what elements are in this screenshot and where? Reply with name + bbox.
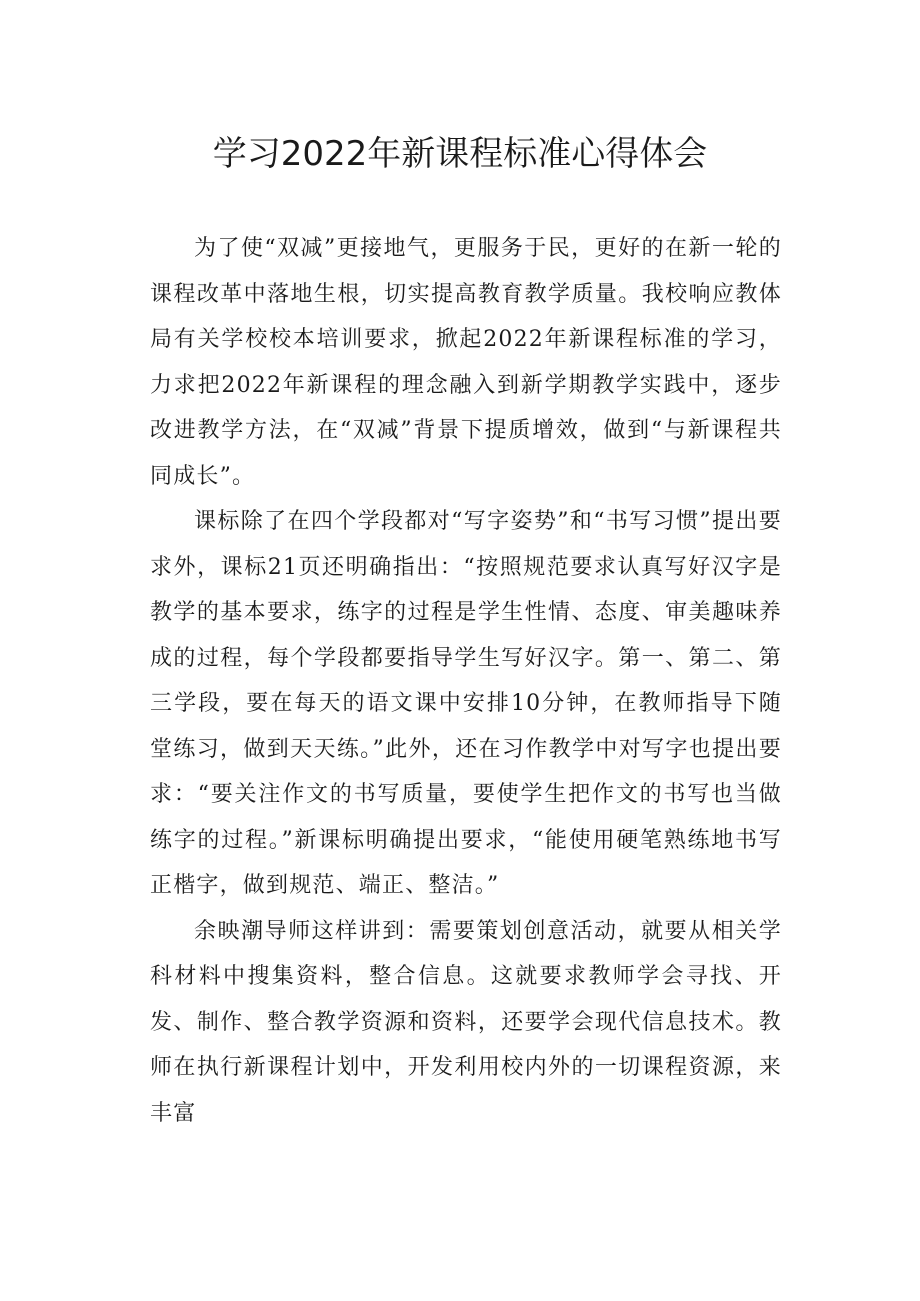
document-title: 学习2022年新课程标准心得体会 [212, 134, 708, 174]
paragraph-2: 课标除了在四个学段都对“写字姿势”和“书写习惯”提出要求外，课标21页还明确指出：“按照规范要求认真写好汉字是教学的基本要求，练字的过程是学生性情、态度、审美趣味养成的过程，每个学段都要指导学生写好汉字。第一、第二、第三学段，要在每天的语文课中安排10分钟，在教师指导下随堂练习，做到天天练。”此外，还在习作教学中对写字也提出要求：“要关注作文的书写质量，要使学生把作文的书写也当做练字的过程。”新课标明确提出要求，“能使用硬笔熟练地书写正楷字，做到规范、端正、整洁。” [150, 509, 782, 898]
document-body [150, 226, 782, 1136]
paragraph-1: 为了使“双减”更接地气，更服务于民，更好的在新一轮的课程改革中落地生根，切实提高教育教学质量。我校响应教体局有关学校校本培训要求，掀起2022年新课程标准的学习，力求把2022年新课程的理念融入到新学期教学实践中，逐步改进教学方法，在“双减”背景下提质增效，做到“与新课程共同成长”。 [150, 236, 782, 489]
paragraph-3: 余映潮导师这样讲到：需要策划创意活动，就要从相关学科材料中搜集资料，整合信息。这就要求教师学会寻找、开发、制作、整合教学资源和资料，还要学会现代信息技术。教师在执行新课程计划中，开发利用校内外的一切课程资源，来丰富 [150, 918, 782, 1126]
